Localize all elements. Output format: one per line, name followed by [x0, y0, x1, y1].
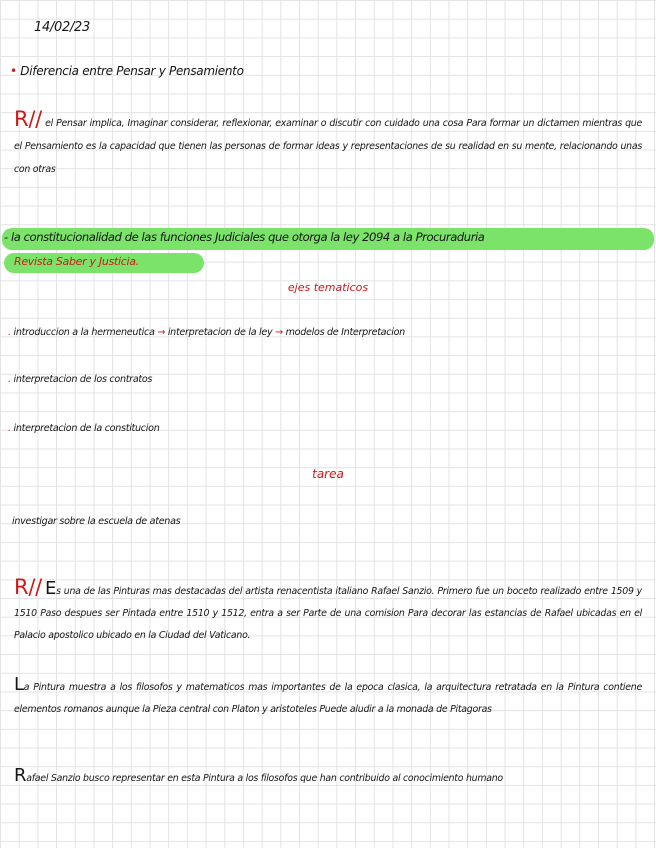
- paragraph-3-first-letter: R: [14, 765, 27, 786]
- ejes-item-2-bullet: .: [8, 374, 11, 385]
- answer-1-marker: R//: [14, 107, 42, 131]
- arrow-icon: →: [157, 327, 166, 338]
- arrow-icon: →: [275, 327, 283, 338]
- note-date: 14/02/23: [34, 20, 90, 35]
- ejes-heading: ejes tematicos: [287, 281, 369, 294]
- answer-2: [14, 576, 642, 647]
- topic-bullet: •: [10, 64, 17, 78]
- highlight-line-1: - la constitucionalidad de las funciones Judiciales que otorga la ley 2094 a la Procuraduria: [4, 230, 485, 244]
- ejes-item-1-bullet: .: [8, 327, 11, 338]
- ejes-item-1-part-1: introduccion a la hermeneutica: [13, 327, 155, 338]
- ejes-item-1: [8, 327, 405, 338]
- answer-1: [14, 108, 642, 181]
- ejes-item-2: [8, 374, 152, 385]
- ejes-item-3-text: interpretacion de la constitucion: [13, 423, 160, 434]
- paragraph-3-text: afael Sanzio busco representar en esta Pintura a los filosofos que han contribuido al conocimiento humano: [26, 773, 503, 784]
- answer-2-marker: R//: [14, 575, 42, 599]
- paragraph-2-first-letter: L: [14, 674, 24, 695]
- topic-title-line: [10, 64, 244, 78]
- paragraph-3: [14, 765, 642, 790]
- ejes-item-2-text: interpretacion de los contratos: [13, 374, 153, 385]
- ejes-item-3-bullet: .: [8, 423, 11, 434]
- ejes-item-3: [8, 423, 160, 434]
- tarea-text: investigar sobre la escuela de atenas: [12, 516, 181, 527]
- highlight-line-2: Revista Saber y Justicia.: [14, 255, 139, 268]
- paragraph-2: [14, 674, 642, 721]
- answer-2-first-letter: E: [45, 578, 57, 599]
- paragraph-2-text: a Pintura muestra a los filosofos y matematicos mas importantes de la epoca clasica, la arquitectura retratada en la Pintura contiene elementos romanos aunque la Pieza central con Platon y aristoteles Puede aludir a la monada de Pitagoras: [14, 682, 642, 715]
- ejes-item-1-part-3: modelos de Interpretacion: [285, 327, 405, 338]
- answer-1-text: el Pensar implica, Imaginar considerar, reflexionar, examinar o discutir con cuidado una cosa Para formar un dictamen mientras que el Pensamiento es la capacidad que tienen las personas de formar ideas y representaciones de su realidad en su mente, relacionando unas con otras: [14, 118, 642, 175]
- tarea-heading: tarea: [312, 467, 344, 481]
- answer-2-text: s una de las Pinturas mas destacadas del artista renacentista italiano Rafael Sanzio. Primero fue un boceto realizado entre 1509 y 1510 Paso despues ser Pintada entre 1510 y 1512, entra a ser Parte de una comision Para decorar las estancias de Rafael ubicadas en el Palacio apostolico ubicado en la Ciudad del Vaticano.: [14, 586, 642, 641]
- ejes-item-1-part-2: interpretacion de la ley: [167, 327, 273, 338]
- topic-title: Diferencia entre Pensar y Pensamiento: [20, 64, 244, 78]
